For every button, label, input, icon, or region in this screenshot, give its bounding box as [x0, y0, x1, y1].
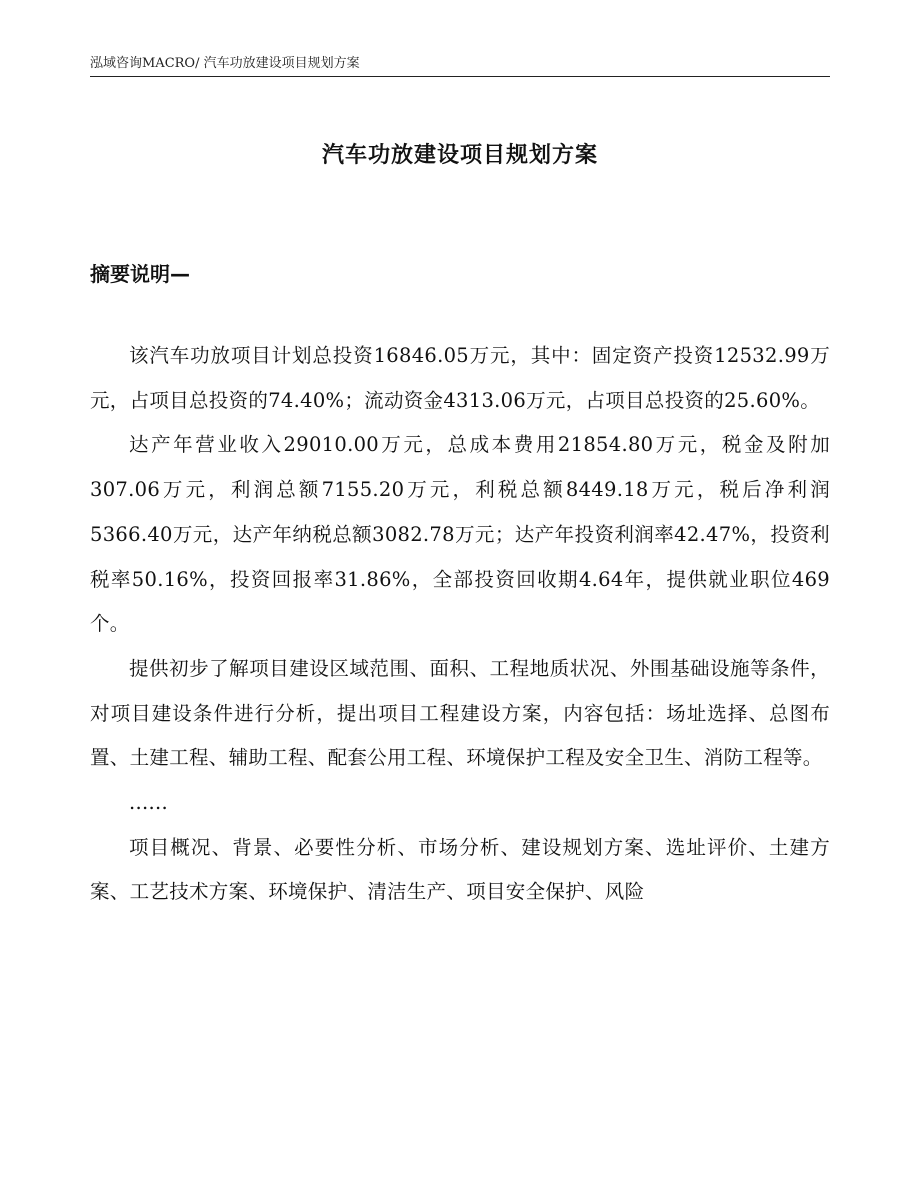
page-header: 泓域咨询MACRO/ 汽车功放建设项目规划方案: [90, 56, 360, 71]
paragraph-investment: 该汽车功放项目计划总投资16846.05万元，其中：固定资产投资12532.99万元，占项目总投资的74.40%；流动资金4313.06万元，占项目总投资的25.60%。: [90, 344, 830, 412]
paragraph-conditions: 提供初步了解项目建设区域范围、面积、工程地质状况、外围基础设施等条件，对项目建设条件进行分析，提出项目工程建设方案，内容包括：场址选择、总图布置、土建工程、辅助工程、配套公用工程、环境保护工程及安全卫生、消防工程等。: [90, 656, 830, 770]
header-divider: [90, 76, 830, 77]
paragraph-contents: 项目概况、背景、必要性分析、市场分析、建设规划方案、选址评价、土建方案、工艺技术方案、环境保护、清洁生产、项目安全保护、风险: [90, 835, 830, 904]
paragraph-financials: 达产年营业收入29010.00万元，总成本费用21854.80万元，税金及附加307.06万元，利润总额7155.20万元，利税总额8449.18万元，税后净利润5366.40万元，达产年纳税总额3082.78万元；达产年投资利润率42.47%，投资利税率50.16%，投资回报率31.86%，全部投资回收期4.64年，提供就业职位469个。: [90, 433, 830, 636]
paragraph-ellipsis: ......: [129, 791, 168, 815]
document-title: 汽车功放建设项目规划方案: [321, 143, 598, 168]
body-text: [90, 334, 830, 915]
section-heading: 摘要说明—: [90, 262, 190, 286]
